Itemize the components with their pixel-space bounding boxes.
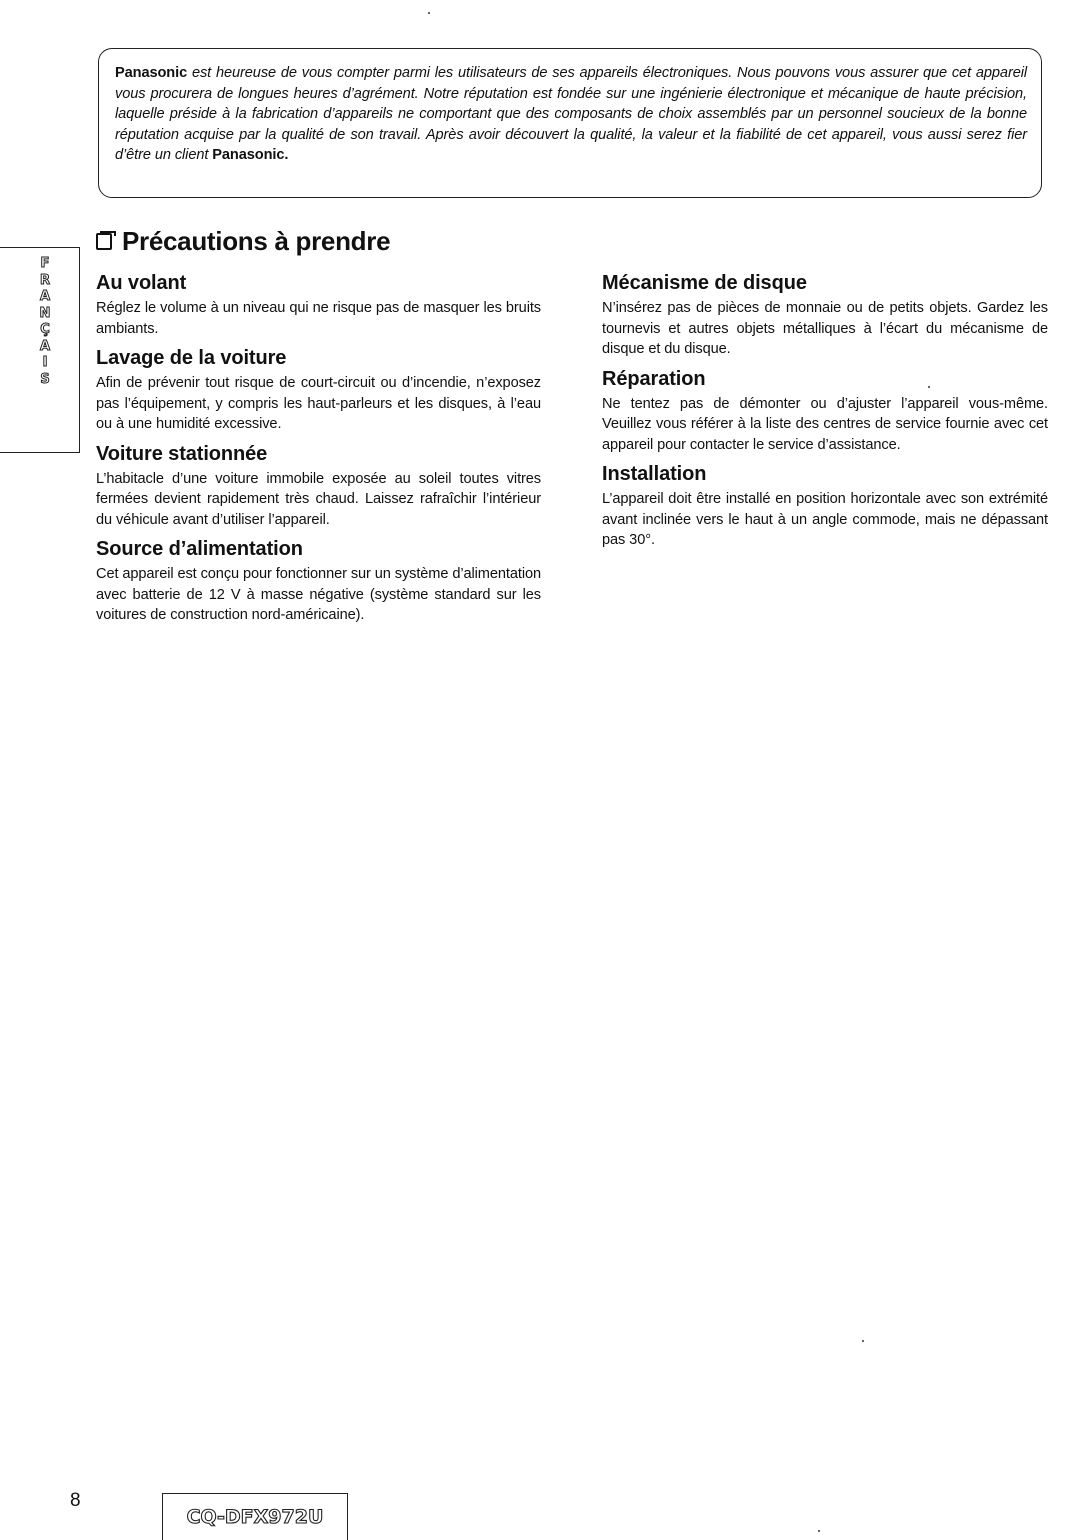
- language-letter: A: [39, 338, 51, 354]
- precaution-body: L’appareil doit être installé en position horizontale avec son extrémité avant inclinée vers le haut à un angle commode, mais ne dépassant pas 30°.: [602, 491, 1048, 548]
- precaution-body: Afin de prévenir tout risque de court-circuit ou d’incendie, n’exposez pas l’équipement, y compris les haut-parleurs et les disques, à l’eau ou à une humidité excessive.: [96, 375, 541, 432]
- scan-speck: [928, 386, 930, 388]
- precaution-body: L’habitacle d’une voiture immobile exposée au soleil toutes vitres fermées devient rapidement très chaud. Laissez rafraîchir l’intérieur du véhicule avant d’utiliser l’appareil.: [96, 470, 541, 528]
- language-letter: F: [40, 256, 50, 271]
- scan-speck: [818, 1530, 820, 1532]
- precaution-item: [602, 270, 1048, 360]
- checkbox-square-icon: [96, 233, 112, 250]
- precaution-heading: Réparation: [602, 367, 706, 390]
- intro-text: est heureuse de vous compter parmi les utilisateurs de ses appareils électroniques. Nous pouvons vous assurer que cet appareil vous procurera de longues heures d’agrément. Notre réputation est fondée sur une ingénierie électronique et mécanique de haute précision, laquelle préside à la fabrication d’appareils ne comportant que des composants de choix assemblés par un personnel soucieux de la bonne réputation acquise par la qualité de son travail. Après avoir découvert la qualité, la valeur et la fiabilité de cet appareil, vous aussi serez fier d’être un client: [115, 65, 1027, 163]
- intro-box: [98, 48, 1042, 198]
- language-letter: Ç: [40, 322, 50, 337]
- precaution-item: [96, 270, 541, 339]
- precaution-heading: Source d’alimentation: [96, 538, 303, 560]
- language-letter: N: [39, 305, 51, 321]
- precaution-heading: Mécanisme de disque: [602, 272, 807, 294]
- left-column: [96, 270, 541, 632]
- scan-speck: [428, 12, 430, 14]
- language-letter: S: [40, 371, 50, 387]
- precaution-item: [602, 366, 1048, 456]
- precaution-item: [602, 461, 1048, 551]
- language-letter: A: [39, 289, 51, 304]
- language-letter: I: [42, 355, 48, 370]
- precaution-heading: Installation: [602, 463, 707, 485]
- language-letter: R: [39, 272, 50, 288]
- brand-name: Panasonic: [115, 65, 188, 81]
- model-number-box: [162, 1493, 348, 1540]
- language-tab-letters: [34, 256, 56, 388]
- precaution-item: [96, 345, 541, 435]
- scan-speck: [862, 1340, 864, 1342]
- model-number: CQ-DFX972U: [186, 1506, 324, 1528]
- precaution-item: [96, 441, 541, 531]
- brand-name-end: Panasonic.: [212, 147, 289, 163]
- precaution-body: N’insérez pas de pièces de monnaie ou de petits objets. Gardez les tournevis et autres objets métalliques à l’écart du mécanisme de disque et du disque.: [602, 300, 1048, 357]
- precaution-heading: Voiture stationnée: [96, 442, 268, 465]
- precaution-body: Ne tentez pas de démonter ou d’ajuster l’appareil vous-même. Veuillez vous référer à la liste des centres de service fournie avec cet appareil pour contacter le service d’assistance.: [602, 395, 1048, 453]
- section-title-text: Précautions à prendre: [122, 226, 391, 256]
- precaution-body: Réglez le volume à un niveau qui ne risque pas de masquer les bruits ambiants.: [96, 300, 541, 337]
- precaution-heading: Lavage de la voiture: [96, 347, 287, 369]
- precaution-heading: Au volant: [96, 272, 187, 294]
- precaution-body: Cet appareil est conçu pour fonctionner sur un système d’alimentation avec batterie de 12 V à masse négative (système standard sur les voitures de construction nord-américaine).: [96, 566, 541, 623]
- precaution-item: [96, 536, 541, 626]
- page-number: 8: [70, 1490, 81, 1511]
- section-title: [96, 226, 390, 257]
- right-column: [602, 270, 1048, 557]
- language-tab: [0, 247, 80, 453]
